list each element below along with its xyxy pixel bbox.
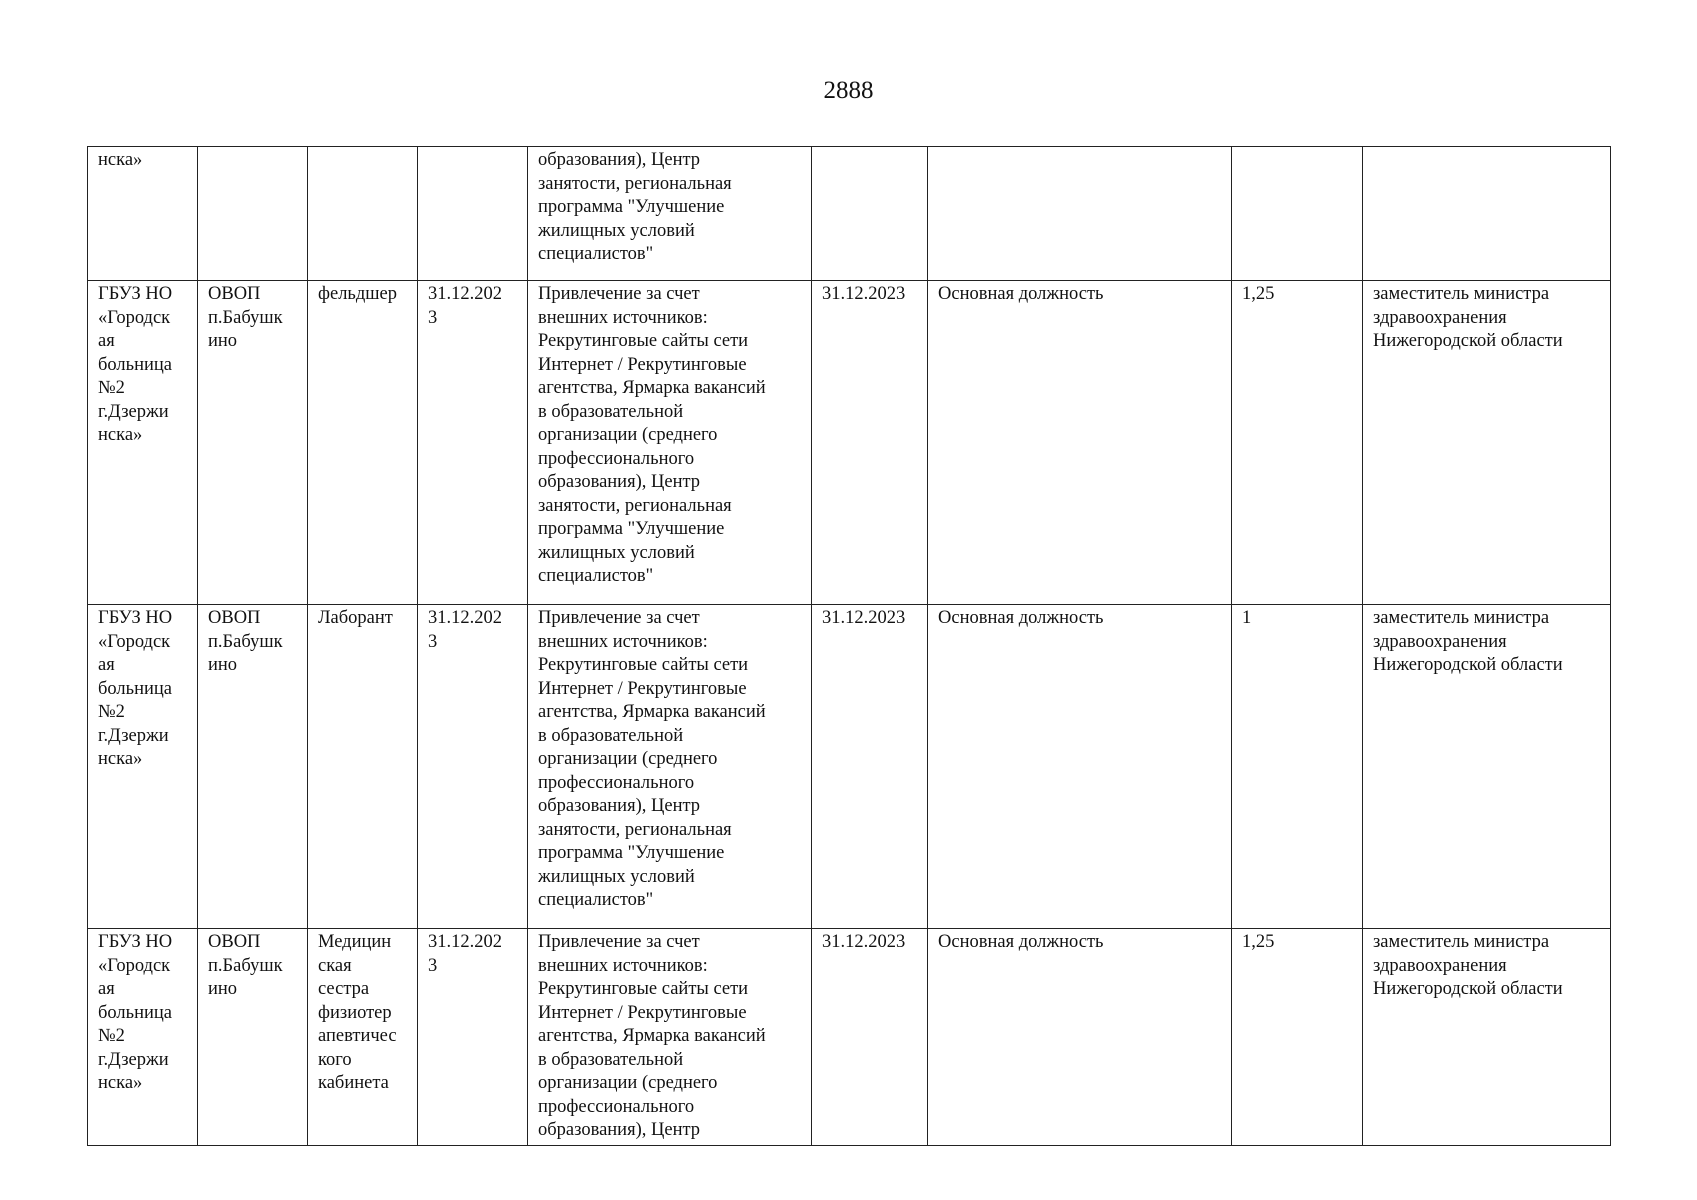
rate-cell: [1232, 147, 1363, 281]
organization-cell: нска»: [88, 147, 198, 281]
table-row: [88, 147, 1611, 281]
table-row: [88, 929, 1611, 1146]
vacancy-date-cell: 31.12.202 3: [418, 281, 528, 605]
page-number: 2888: [823, 77, 874, 104]
deadline-cell: 31.12.2023: [812, 281, 928, 605]
position-cell: Лаборант: [308, 605, 418, 929]
responsible-cell: [1363, 147, 1611, 281]
position-type-cell: Основная должность: [928, 929, 1232, 1146]
responsible-cell: заместитель министра здравоохранения Нижегородской области: [1363, 929, 1611, 1146]
table-row: [88, 605, 1611, 929]
rate-cell: 1: [1232, 605, 1363, 929]
position-type-cell: Основная должность: [928, 605, 1232, 929]
staffing-table: [87, 146, 1611, 1146]
vacancy-date-cell: 31.12.202 3: [418, 929, 528, 1146]
deadline-cell: 31.12.2023: [812, 929, 928, 1146]
position-cell: фельдшер: [308, 281, 418, 605]
vacancy-date-cell: 31.12.202 3: [418, 605, 528, 929]
deadline-cell: 31.12.2023: [812, 605, 928, 929]
position-cell: [308, 147, 418, 281]
recruitment-measures-cell: Привлечение за счет внешних источников: Рекрутинговые сайты сети Интернет / Рекрутинговые агентства, Ярмарка вакансий в образовательной организации (среднего профессионального образования), Центр занятости, региональная программа "Улучшение жилищных условий специалистов": [528, 605, 812, 929]
recruitment-measures-cell: Привлечение за счет внешних источников: Рекрутинговые сайты сети Интернет / Рекрутинговые агентства, Ярмарка вакансий в образовательной организации (среднего профессионального образования), Центр занятости, региональная программа "Улучшение жилищных условий специалистов": [528, 281, 812, 605]
vacancy-date-cell: [418, 147, 528, 281]
position-type-cell: [928, 147, 1232, 281]
position-cell: Медицин ская сестра физиотер апевтичес кого кабинета: [308, 929, 418, 1146]
department-cell: ОВОП п.Бабушк ино: [198, 929, 308, 1146]
organization-cell: ГБУЗ НО «Городск ая больница №2 г.Дзержи нска»: [88, 281, 198, 605]
table-row: [88, 281, 1611, 605]
organization-cell: ГБУЗ НО «Городск ая больница №2 г.Дзержи нска»: [88, 929, 198, 1146]
rate-cell: 1,25: [1232, 281, 1363, 605]
department-cell: ОВОП п.Бабушк ино: [198, 605, 308, 929]
responsible-cell: заместитель министра здравоохранения Нижегородской области: [1363, 281, 1611, 605]
rate-cell: 1,25: [1232, 929, 1363, 1146]
department-cell: [198, 147, 308, 281]
department-cell: ОВОП п.Бабушк ино: [198, 281, 308, 605]
position-type-cell: Основная должность: [928, 281, 1232, 605]
recruitment-measures-cell: образования), Центр занятости, региональная программа "Улучшение жилищных условий специалистов": [528, 147, 812, 281]
recruitment-measures-cell: Привлечение за счет внешних источников: Рекрутинговые сайты сети Интернет / Рекрутинговые агентства, Ярмарка вакансий в образовательной организации (среднего профессионального образования), Центр: [528, 929, 812, 1146]
deadline-cell: [812, 147, 928, 281]
responsible-cell: заместитель министра здравоохранения Нижегородской области: [1363, 605, 1611, 929]
organization-cell: ГБУЗ НО «Городск ая больница №2 г.Дзержи нска»: [88, 605, 198, 929]
